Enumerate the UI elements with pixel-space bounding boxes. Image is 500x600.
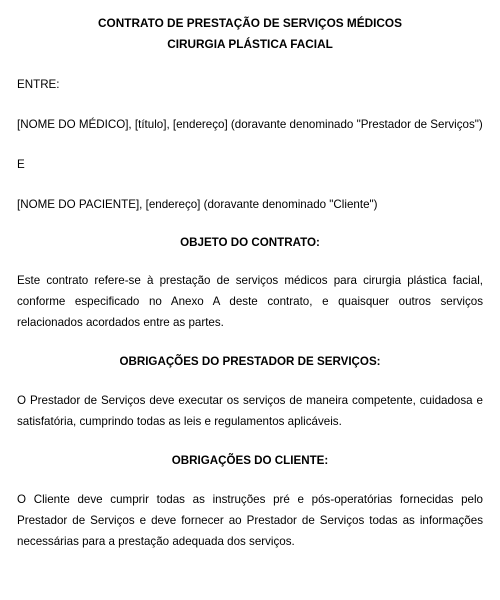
section-heading-prestador: OBRIGAÇÕES DO PRESTADOR DE SERVIÇOS: bbox=[119, 355, 381, 368]
section-body-cliente: O Cliente deve cumprir todas as instruções pré e pós-operatórias fornecidas pelo Prestador de Serviços e deve fornecer ao Prestador de Serviços todas as informações necessárias para a prestação adequada dos serviços. bbox=[17, 493, 483, 548]
document-subtitle: CIRURGIA PLÁSTICA FACIAL bbox=[167, 37, 333, 51]
document-title: CONTRATO DE PRESTAÇÃO DE SERVIÇOS MÉDICOS bbox=[98, 16, 402, 30]
section-body-prestador: O Prestador de Serviços deve executar os serviços de maneira competente, cuidadosa e satisfatória, cumprindo todas as leis e regulamentos aplicáveis. bbox=[17, 394, 483, 428]
conjunction: E bbox=[17, 158, 25, 171]
party-doctor: [NOME DO MÉDICO], [título], [endereço] (doravante denominado "Prestador de Serviços") bbox=[17, 118, 483, 131]
section-heading-cliente: OBRIGAÇÕES DO CLIENTE: bbox=[171, 454, 329, 467]
section-heading-objeto: OBJETO DO CONTRATO: bbox=[180, 236, 320, 249]
entre-label: ENTRE: bbox=[17, 78, 60, 91]
section-body-objeto: Este contrato refere-se à prestação de serviços médicos para cirurgia plástica facial, conforme especificado no Anexo A deste contrato, e quaisquer outros serviços relacionados acordados entre as partes. bbox=[17, 274, 483, 329]
title-block bbox=[17, 0, 483, 55]
party-patient: [NOME DO PACIENTE], [endereço] (doravante denominado "Cliente") bbox=[17, 198, 378, 211]
